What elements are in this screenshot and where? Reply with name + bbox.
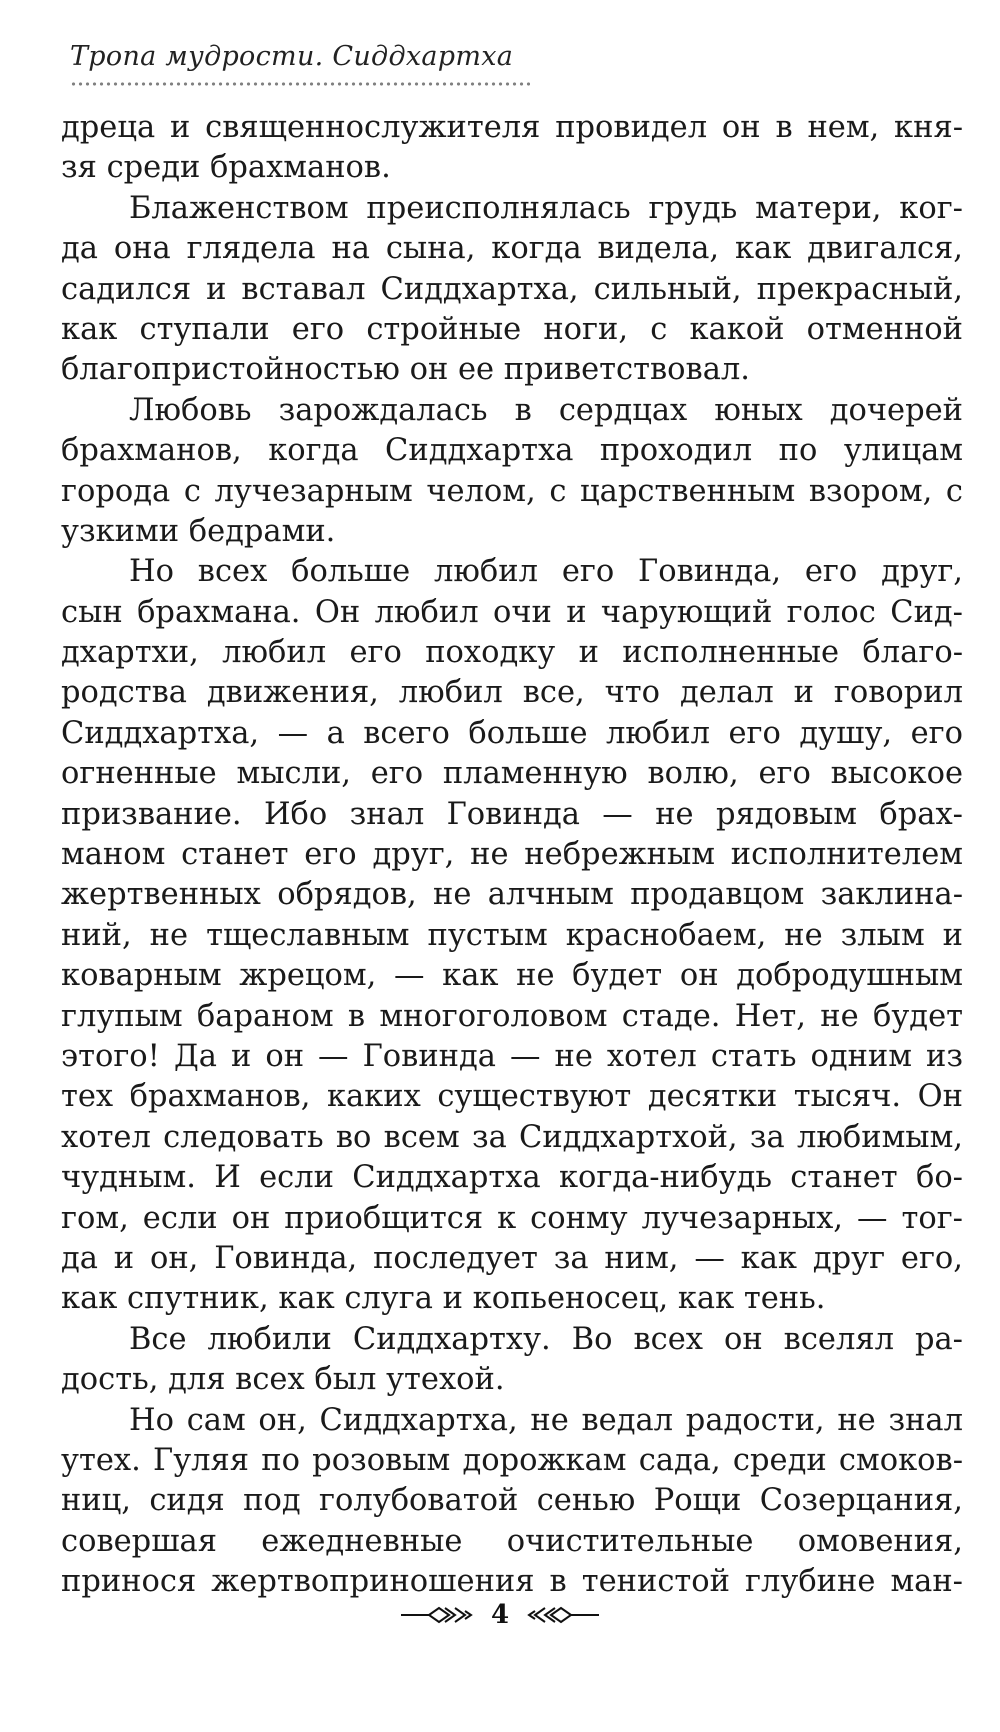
text-line: Но всех больше любил его Говинда, его друг, bbox=[129, 554, 963, 590]
text-line: да она глядела на сына, когда видела, как двигался, bbox=[61, 231, 963, 267]
text-line: дхартхи, любил его походку и исполненные благо- bbox=[61, 635, 963, 671]
text-line: Все любили Сиддхартху. Во всех он вселял ра- bbox=[129, 1321, 963, 1357]
text-line: маном станет его друг, не небрежным исполнителем bbox=[61, 837, 963, 873]
header-title: Тропа мудрости. Сиддхартха bbox=[70, 41, 514, 72]
text-line: жертвенных обрядов, не алчным продавцом заклина- bbox=[61, 877, 963, 913]
text-line: принося жертвоприношения в тенистой глубине ман- bbox=[61, 1564, 963, 1600]
page-number: 4 bbox=[490, 1600, 510, 1630]
text-line: зя среди брахманов. bbox=[61, 150, 391, 186]
body-text bbox=[61, 108, 963, 1602]
text-line: Блаженством преисполнялась грудь матери, ког- bbox=[129, 190, 963, 226]
text-line: ний, не тщеславным пустым краснобаем, не злым и bbox=[61, 917, 963, 953]
header-dotted-rule bbox=[70, 80, 530, 88]
text-line: ниц, сидя под голубоватой сенью Рощи Созерцания, bbox=[61, 1483, 963, 1519]
ornament-right-icon bbox=[521, 1604, 601, 1626]
text-line: тех брахманов, каких существуют десятки тысяч. Он bbox=[61, 1079, 963, 1115]
text-line: Но сам он, Сиддхартха, не ведал радости, не знал bbox=[129, 1402, 963, 1438]
text-line: огненные мысли, его пламенную волю, его высокое bbox=[61, 756, 963, 792]
text-line: брахманов, когда Сиддхартха проходил по улицам bbox=[61, 433, 963, 469]
text-line: как ступали его стройные ноги, с какой отменной bbox=[61, 311, 963, 347]
text-line: гом, если он приобщится к сонму лучезарных, — тог- bbox=[61, 1200, 963, 1236]
text-line: родства движения, любил все, что делал и говорил bbox=[61, 675, 963, 711]
text-line: Сиддхартха, — а всего больше любил его душу, его bbox=[61, 715, 963, 751]
text-line: дость, для всех был утехой. bbox=[61, 1362, 505, 1398]
text-line: хотел следовать во всем за Сиддхартхой, за любимым, bbox=[61, 1119, 963, 1155]
ornament-left-icon bbox=[399, 1604, 479, 1626]
text-line: призвание. Ибо знал Говинда — не рядовым брах- bbox=[61, 796, 963, 832]
text-line: благопристойностью он ее приветствовал. bbox=[61, 352, 750, 388]
text-line: утех. Гуляя по розовым дорожкам сада, среди смоков- bbox=[61, 1442, 963, 1478]
text-line: Любовь зарождалась в сердцах юных дочерей bbox=[129, 392, 963, 428]
text-line: чудным. И если Сиддхартха когда-нибудь станет бо- bbox=[61, 1160, 963, 1196]
text-line: коварным жрецом, — как не будет он добродушным bbox=[61, 958, 963, 994]
text-line: города с лучезарным челом, с царственным взором, с bbox=[61, 473, 963, 509]
text-line: как спутник, как слуга и копьеносец, как тень. bbox=[61, 1281, 826, 1317]
running-header bbox=[70, 40, 530, 88]
text-line: глупым бараном в многоголовом стаде. Нет, не будет bbox=[61, 998, 963, 1034]
text-line: садился и вставал Сиддхартха, сильный, прекрасный, bbox=[61, 271, 963, 307]
page-footer bbox=[0, 1600, 1000, 1636]
text-line: этого! Да и он — Говинда — не хотел стать одним из bbox=[61, 1038, 963, 1074]
text-line: дреца и священнослужителя провидел он в нем, кня- bbox=[61, 110, 963, 145]
text-line: сын брахмана. Он любил очи и чарующий голос Сид- bbox=[61, 594, 963, 630]
text-line: совершая ежедневные очистительные омовения, bbox=[61, 1523, 963, 1559]
text-line: узкими бедрами. bbox=[61, 513, 336, 549]
text-line: да и он, Говинда, последует за ним, — как друг его, bbox=[61, 1240, 963, 1276]
